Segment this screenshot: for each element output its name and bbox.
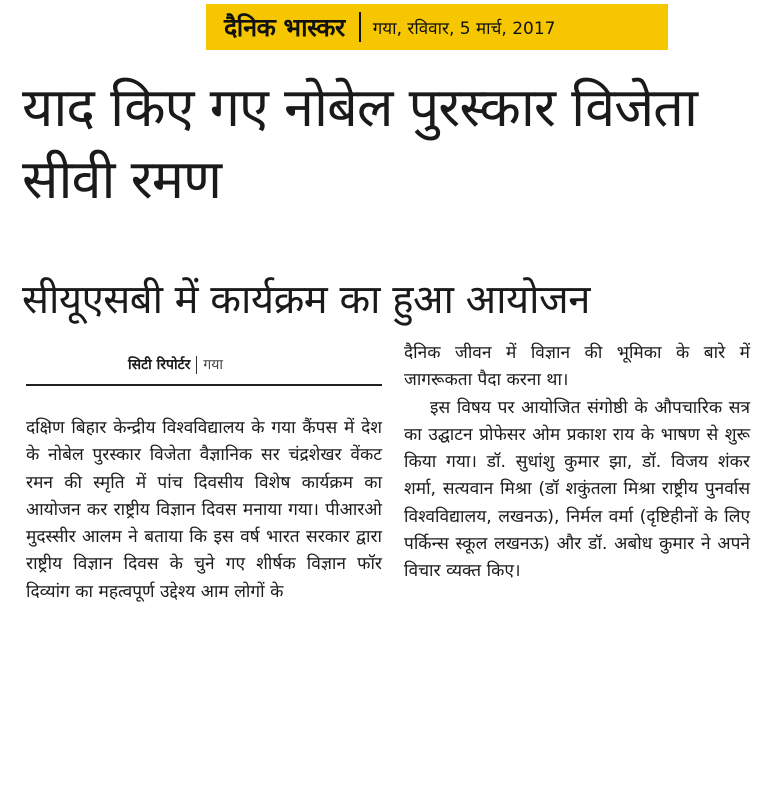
- article-column-right: [404, 340, 750, 586]
- headline: याद किए गए नोबेल पुरस्कार विजेता सीवी रमण: [22, 76, 697, 211]
- byline: [128, 355, 223, 374]
- byline-author: सिटी रिपोर्टर: [128, 357, 191, 373]
- masthead: [206, 4, 668, 50]
- byline-divider: [196, 356, 197, 374]
- paragraph: इस विषय पर आयोजित संगोष्ठी के औपचारिक सत्र का उद्घाटन प्रोफेसर ओम प्रकाश राय के भाषण से शुरू किया गया। डॉ. सुधांशु कुमार झा, डॉ. विजय शंकर शर्मा, सत्यवान मिश्रा (डॉ शकुंतला मिश्रा राष्ट्रीय पुनर्वास विश्वविद्यालय, लखनऊ), निर्मल वर्मा (दृष्टिहीनों के लिए पर्किन्स स्कूल लखनऊ) और डॉ. अबोध कुमार ने अपने विचार व्यक्त किए।: [404, 397, 750, 582]
- masthead-divider: [359, 12, 361, 42]
- byline-rule: [26, 384, 382, 386]
- byline-place: गया: [203, 357, 223, 373]
- dateline: गया, रविवार, 5 मार्च, 2017: [372, 18, 556, 39]
- subheadline: सीयूएसबी में कार्यक्रम का हुआ आयोजन: [22, 277, 590, 323]
- paragraph: दैनिक जीवन में विज्ञान की भूमिका के बारे में जागरूकता पैदा करना था।: [404, 343, 750, 391]
- newspaper-logo: दैनिक भास्कर: [224, 13, 345, 42]
- article-column-left: [26, 415, 382, 606]
- paragraph: दक्षिण बिहार केन्द्रीय विश्वविद्यालय के गया कैंपस में देश के नोबेल पुरस्कार विजेता वैज्ञानिक सर चंद्रशेखर वेंकट रमन की स्मृति में पांच दिवसीय विशेष कार्यक्रम का आयोजन कर राष्ट्रीय विज्ञान दिवस मनाया गया। पीआरओ मुदस्सीर आलम ने बताया कि इस वर्ष भारत सरकार द्वारा राष्ट्रीय विज्ञान दिवस के चुने गए शीर्षक विज्ञान फॉर दिव्यांग का महत्वपूर्ण उद्देश्य आम लोगों के: [26, 418, 382, 602]
